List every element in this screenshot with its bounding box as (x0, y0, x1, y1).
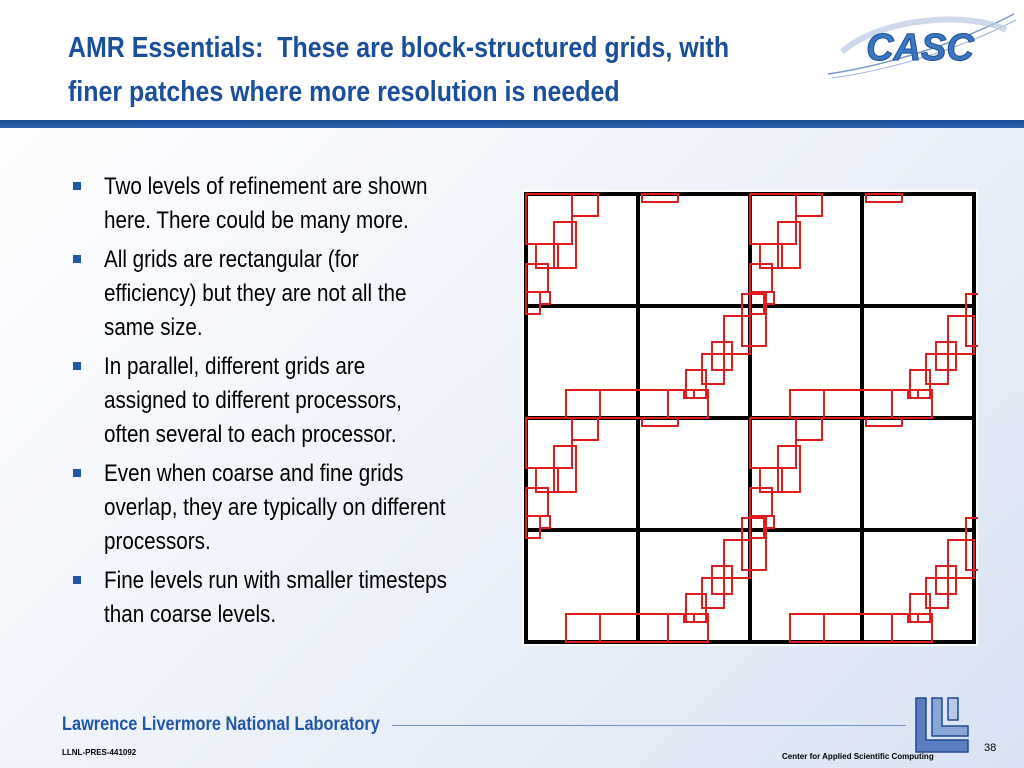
slide-title (68, 26, 730, 114)
bullet-text: Fine levels run with smaller timesteps than coarse levels. (104, 567, 447, 628)
footer-rule (392, 725, 906, 726)
header-rule (0, 120, 1024, 128)
bullet-item (72, 564, 512, 632)
casc-logo-text: CASC (866, 27, 974, 69)
square-bullet-icon (73, 182, 81, 190)
bullet-text: All grids are rectangular (for efficiency) but they are not all the same size. (104, 246, 407, 341)
title-line-1: AMR Essentials: These are block-structured grids, with (68, 32, 730, 64)
bullet-text: Two levels of refinement are shown here. There could be many more. (104, 173, 428, 234)
center-name: Center for Applied Scientific Computing (782, 752, 934, 761)
bullet-text: Even when coarse and fine grids overlap, they are typically on different processors. (104, 460, 446, 555)
casc-logo (822, 8, 1018, 84)
square-bullet-icon (73, 362, 81, 370)
bullet-item (72, 457, 512, 559)
bullet-item (72, 350, 512, 452)
bullet-list (72, 170, 512, 637)
square-bullet-icon (73, 469, 81, 477)
lab-name: Lawrence Livermore National Laboratory (62, 714, 380, 735)
slide-number: 38 (984, 742, 997, 754)
title-line-2: finer patches where more resolution is needed (68, 76, 620, 108)
square-bullet-icon (73, 255, 81, 263)
bullet-text: In parallel, different grids are assigned to different processors, often several to each processor. (104, 353, 402, 448)
square-bullet-icon (73, 576, 81, 584)
amr-grid-figure (522, 190, 978, 646)
presentation-id: LLNL-PRES-441092 (62, 748, 137, 757)
llnl-logo-icon (912, 696, 972, 758)
bullet-item (72, 170, 512, 238)
bullet-item (72, 243, 512, 345)
